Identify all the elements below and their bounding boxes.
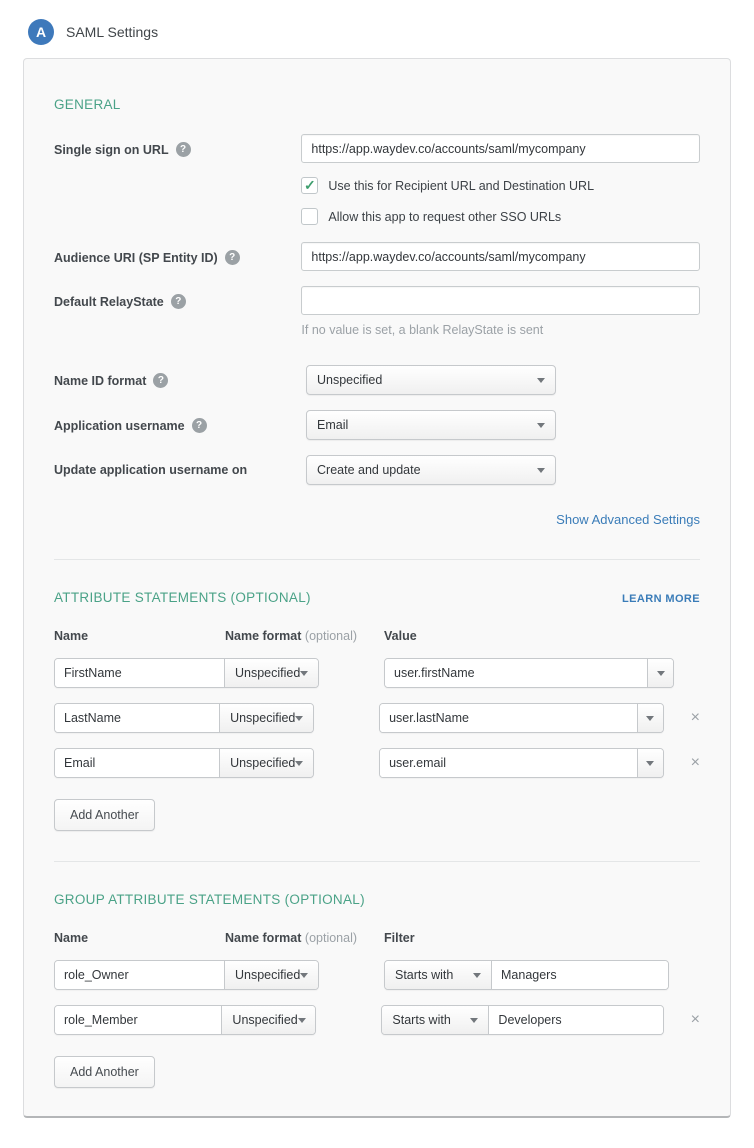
attribute-name-input[interactable]	[55, 659, 224, 687]
relay-state-label: Default RelayState ?	[54, 286, 301, 309]
help-icon[interactable]: ?	[171, 294, 186, 309]
dropdown-caret-icon	[470, 1018, 478, 1023]
group-filter-value-input[interactable]	[489, 1006, 662, 1034]
attribute-value-dropdown-button[interactable]	[647, 659, 673, 687]
update-username-dropdown[interactable]	[306, 455, 556, 485]
attribute-format-dropdown[interactable]: Unspecified	[219, 749, 313, 777]
attribute-value-input[interactable]	[380, 704, 637, 732]
name-id-format-dropdown[interactable]	[306, 365, 556, 395]
show-advanced-settings-link[interactable]: Show Advanced Settings	[556, 512, 700, 527]
group-attribute-row	[54, 960, 700, 990]
group-format-dropdown[interactable]: Unspecified	[224, 961, 318, 989]
dropdown-caret-icon	[646, 761, 654, 766]
group-name-input[interactable]	[55, 961, 224, 989]
relay-state-row	[54, 286, 700, 337]
group-filter-type-dropdown[interactable]: Starts with	[385, 961, 492, 989]
attribute-format-dropdown[interactable]: Unspecified	[219, 704, 313, 732]
name-id-format-label: Name ID format ?	[54, 365, 306, 388]
attribute-name-input[interactable]	[55, 704, 219, 732]
application-username-value: Email	[317, 418, 349, 432]
add-attribute-button[interactable]: Add Another	[54, 799, 155, 831]
recipient-url-checkbox[interactable]	[301, 177, 318, 194]
app-avatar	[28, 19, 54, 45]
application-username-label: Application username ?	[54, 410, 306, 433]
group-attribute-row	[54, 1005, 700, 1035]
dropdown-caret-icon	[295, 761, 303, 766]
group-attribute-statements-heading: GROUP ATTRIBUTE STATEMENTS (OPTIONAL)	[54, 892, 365, 907]
group-name-input[interactable]	[55, 1006, 221, 1034]
attribute-row	[54, 658, 700, 688]
dropdown-caret-icon	[657, 671, 665, 676]
audience-uri-input[interactable]	[301, 242, 700, 271]
help-icon[interactable]: ?	[176, 142, 191, 157]
audience-uri-row	[54, 242, 700, 271]
column-header-filter: Filter	[384, 931, 415, 945]
relay-state-input[interactable]	[301, 286, 700, 315]
app-header	[0, 0, 754, 58]
attribute-format-dropdown[interactable]: Unspecified	[224, 659, 318, 687]
other-sso-checkbox[interactable]	[301, 208, 318, 225]
name-id-format-value: Unspecified	[317, 373, 383, 387]
application-username-dropdown[interactable]	[306, 410, 556, 440]
dropdown-caret-icon	[300, 973, 308, 978]
section-divider	[54, 861, 700, 862]
dropdown-caret-icon	[537, 468, 545, 473]
column-header-value: Value	[384, 629, 417, 643]
remove-row-button[interactable]: ×	[690, 709, 700, 726]
recipient-url-checkbox-label: Use this for Recipient URL and Destination URL	[328, 178, 595, 193]
dropdown-caret-icon	[537, 423, 545, 428]
name-id-format-row	[54, 365, 700, 395]
column-header-name-format: Name format (optional)	[225, 629, 358, 643]
saml-settings-panel	[23, 58, 731, 1118]
attribute-value-input[interactable]	[380, 749, 637, 777]
other-sso-checkbox-label: Allow this app to request other SSO URLs	[328, 209, 562, 224]
section-divider	[54, 559, 700, 560]
column-header-name-format: Name format (optional)	[225, 931, 358, 945]
sso-url-row	[54, 134, 700, 225]
remove-row-button[interactable]: ×	[690, 1011, 700, 1028]
learn-more-link[interactable]: LEARN MORE	[622, 593, 700, 605]
other-sso-checkbox-row[interactable]	[301, 208, 700, 225]
general-section-heading: GENERAL	[54, 97, 121, 112]
column-header-name: Name	[54, 629, 89, 643]
attribute-column-headers	[54, 629, 700, 643]
dropdown-caret-icon	[537, 378, 545, 383]
attribute-statements-heading: ATTRIBUTE STATEMENTS (OPTIONAL)	[54, 590, 311, 605]
help-icon[interactable]: ?	[153, 373, 168, 388]
group-filter-value-input[interactable]	[492, 961, 668, 989]
sso-url-field-col	[301, 134, 700, 225]
application-username-row	[54, 410, 700, 440]
avatar-letter: A	[35, 24, 47, 40]
recipient-url-checkbox-row[interactable]	[301, 177, 700, 194]
help-icon[interactable]: ?	[225, 250, 240, 265]
group-filter-type-dropdown[interactable]: Starts with	[382, 1006, 489, 1034]
update-username-label: Update application username on	[54, 463, 248, 477]
attribute-value-dropdown-button[interactable]	[637, 704, 663, 732]
dropdown-caret-icon	[298, 1018, 306, 1023]
group-format-dropdown[interactable]: Unspecified	[221, 1006, 315, 1034]
sso-url-input[interactable]	[301, 134, 700, 163]
attribute-name-input[interactable]	[55, 749, 219, 777]
dropdown-caret-icon	[473, 973, 481, 978]
update-username-value: Create and update	[317, 463, 421, 477]
audience-uri-label: Audience URI (SP Entity ID) ?	[54, 242, 301, 265]
relay-state-helper-text: If no value is set, a blank RelayState is sent	[301, 323, 544, 337]
attribute-row	[54, 748, 700, 778]
column-header-name: Name	[54, 931, 89, 945]
attribute-row	[54, 703, 700, 733]
dropdown-caret-icon	[300, 671, 308, 676]
update-username-row	[54, 455, 700, 485]
page-title: SAML Settings	[66, 24, 159, 40]
checkmark-icon: ✓	[304, 176, 316, 193]
remove-row-button[interactable]: ×	[690, 754, 700, 771]
help-icon[interactable]: ?	[192, 418, 207, 433]
group-column-headers	[54, 931, 700, 945]
attribute-value-dropdown-button[interactable]	[637, 749, 663, 777]
add-group-attribute-button[interactable]: Add Another	[54, 1056, 155, 1088]
dropdown-caret-icon	[646, 716, 654, 721]
dropdown-caret-icon	[295, 716, 303, 721]
attribute-value-input[interactable]	[385, 659, 647, 687]
sso-url-label: Single sign on URL ?	[54, 134, 301, 157]
